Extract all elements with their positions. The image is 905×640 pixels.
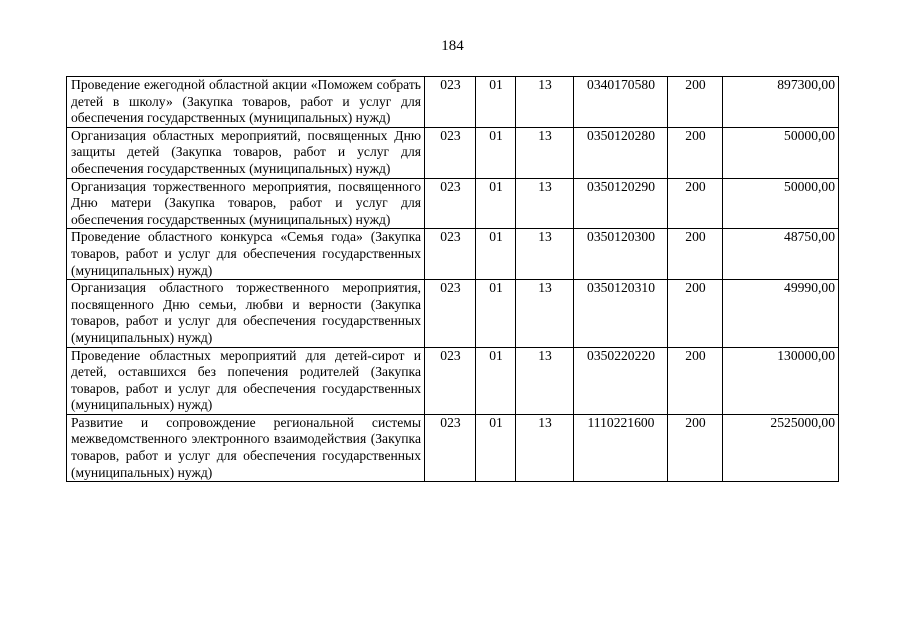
table-row bbox=[67, 414, 839, 481]
budget-table bbox=[66, 76, 839, 482]
table-row bbox=[67, 77, 839, 128]
ministry-code: 023 bbox=[425, 77, 476, 128]
amount-value: 897300,00 bbox=[723, 77, 839, 128]
row-description: Организация торжественного мероприятия, посвященного Дню матери (Закупка товаров, работ и услуг для обеспечения государственных (муниципальных) нужд) bbox=[67, 178, 425, 229]
expense-type-code: 200 bbox=[668, 280, 723, 347]
subsection-code: 13 bbox=[516, 280, 574, 347]
expense-type-code: 200 bbox=[668, 229, 723, 280]
target-article-code: 0350120300 bbox=[574, 229, 668, 280]
ministry-code: 023 bbox=[425, 127, 476, 178]
ministry-code: 023 bbox=[425, 178, 476, 229]
section-code: 01 bbox=[476, 414, 516, 481]
expense-type-code: 200 bbox=[668, 127, 723, 178]
subsection-code: 13 bbox=[516, 229, 574, 280]
target-article-code: 0350120290 bbox=[574, 178, 668, 229]
subsection-code: 13 bbox=[516, 414, 574, 481]
table-row bbox=[67, 178, 839, 229]
row-description: Организация областного торжественного мероприятия, посвященного Дню семьи, любви и верности (Закупка товаров, работ и услуг для обеспечения государственных (муниципальных) нужд) bbox=[67, 280, 425, 347]
amount-value: 50000,00 bbox=[723, 178, 839, 229]
row-description: Проведение областных мероприятий для детей-сирот и детей, оставшихся без попечения родителей (Закупка товаров, работ и услуг для обеспечения государственных (муниципальных) нужд) bbox=[67, 347, 425, 414]
row-description: Проведение ежегодной областной акции «Поможем собрать детей в школу» (Закупка товаров, работ и услуг для обеспечения государственных (муниципальных) нужд) bbox=[67, 77, 425, 128]
section-code: 01 bbox=[476, 127, 516, 178]
amount-value: 130000,00 bbox=[723, 347, 839, 414]
target-article-code: 0350120280 bbox=[574, 127, 668, 178]
expense-type-code: 200 bbox=[668, 347, 723, 414]
table-row bbox=[67, 229, 839, 280]
section-code: 01 bbox=[476, 280, 516, 347]
page-number: 184 bbox=[441, 38, 464, 54]
section-code: 01 bbox=[476, 347, 516, 414]
subsection-code: 13 bbox=[516, 347, 574, 414]
target-article-code: 0350120310 bbox=[574, 280, 668, 347]
expense-type-code: 200 bbox=[668, 77, 723, 128]
row-description: Проведение областного конкурса «Семья года» (Закупка товаров, работ и услуг для обеспечения государственных (муниципальных) нужд) bbox=[67, 229, 425, 280]
section-code: 01 bbox=[476, 77, 516, 128]
row-description: Организация областных мероприятий, посвященных Дню защиты детей (Закупка товаров, работ и услуг для обеспечения государственных (муниципальных) нужд) bbox=[67, 127, 425, 178]
target-article-code: 0350220220 bbox=[574, 347, 668, 414]
section-code: 01 bbox=[476, 178, 516, 229]
expense-type-code: 200 bbox=[668, 414, 723, 481]
ministry-code: 023 bbox=[425, 229, 476, 280]
ministry-code: 023 bbox=[425, 280, 476, 347]
table-row bbox=[67, 127, 839, 178]
subsection-code: 13 bbox=[516, 77, 574, 128]
ministry-code: 023 bbox=[425, 414, 476, 481]
target-article-code: 0340170580 bbox=[574, 77, 668, 128]
amount-value: 50000,00 bbox=[723, 127, 839, 178]
amount-value: 48750,00 bbox=[723, 229, 839, 280]
expense-type-code: 200 bbox=[668, 178, 723, 229]
subsection-code: 13 bbox=[516, 178, 574, 229]
amount-value: 49990,00 bbox=[723, 280, 839, 347]
target-article-code: 1110221600 bbox=[574, 414, 668, 481]
table-row bbox=[67, 347, 839, 414]
section-code: 01 bbox=[476, 229, 516, 280]
amount-value: 2525000,00 bbox=[723, 414, 839, 481]
subsection-code: 13 bbox=[516, 127, 574, 178]
table-row bbox=[67, 280, 839, 347]
row-description: Развитие и сопровождение региональной системы межведомственного электронного взаимодействия (Закупка товаров, работ и услуг для обеспечения государственных (муниципальных) нужд) bbox=[67, 414, 425, 481]
ministry-code: 023 bbox=[425, 347, 476, 414]
